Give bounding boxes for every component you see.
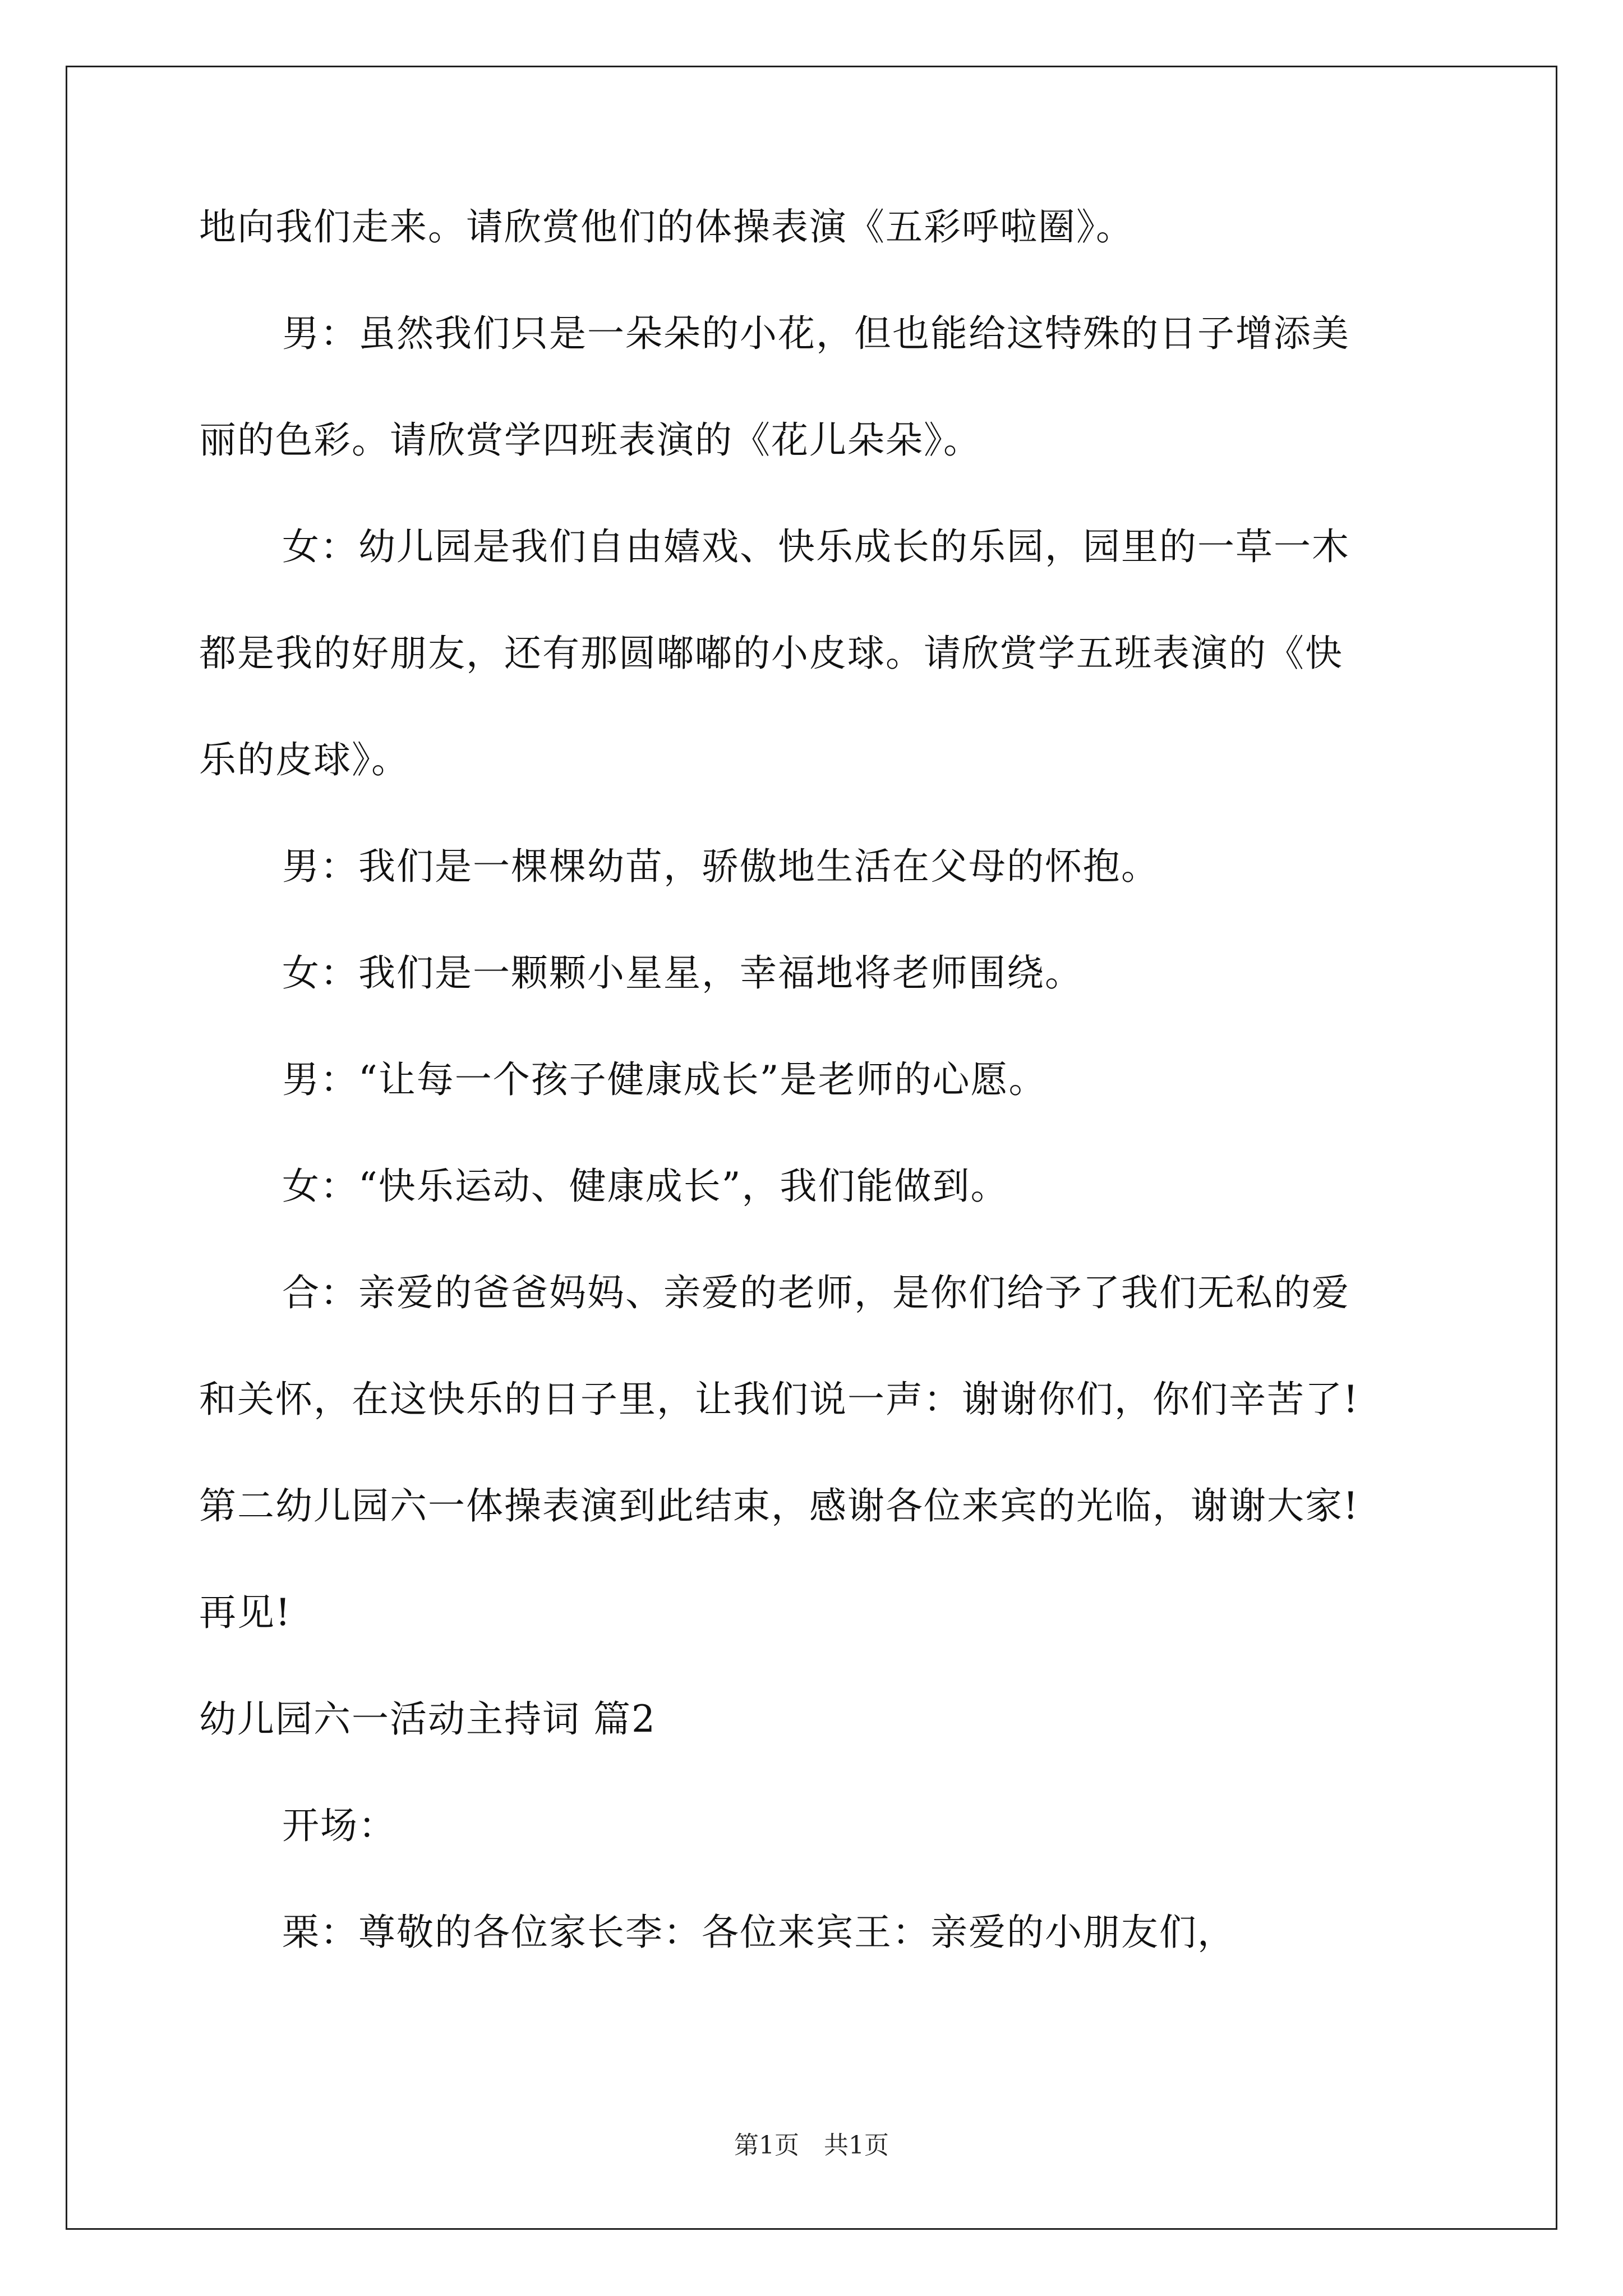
text-line: 再见! bbox=[199, 1591, 292, 1634]
text-line: 男：虽然我们只是一朵朵的小花，但也能给这特殊的日子增添美 bbox=[282, 312, 1350, 355]
text-line: 第二幼儿园六一体操表演到此结束，感谢各位来宾的光临，谢谢大家! bbox=[199, 1484, 1359, 1527]
page-border bbox=[66, 66, 1557, 2230]
text-line: 男：我们是一棵棵幼苗，骄傲地生活在父母的怀抱。 bbox=[282, 845, 1159, 888]
text-line: 丽的色彩。请欣赏学四班表演的《花儿朵朵》。 bbox=[199, 418, 981, 462]
text-line: 都是我的好朋友，还有那圆嘟嘟的小皮球。请欣赏学五班表演的《快 bbox=[199, 632, 1343, 675]
page-footer: 第1页 共1页 bbox=[734, 2131, 889, 2160]
text-line: 女：幼儿园是我们自由嬉戏、快乐成长的乐园，园里的一草一木 bbox=[282, 525, 1350, 568]
text-line: 合：亲爱的爸爸妈妈、亲爱的老师，是你们给予了我们无私的爱 bbox=[282, 1271, 1350, 1314]
text-line: 开场： bbox=[282, 1804, 396, 1847]
text-line: 女：“快乐运动、健康成长”，我们能做到。 bbox=[282, 1165, 1009, 1208]
text-line: 乐的皮球》。 bbox=[199, 738, 409, 781]
text-line: 地向我们走来。请欣赏他们的体操表演《五彩呼啦圈》。 bbox=[199, 205, 1134, 249]
text-line: 栗：尊敬的各位家长李：各位来宾王：亲爱的小朋友们， bbox=[282, 1911, 1235, 1954]
text-line: 女：我们是一颗颗小星星，幸福地将老师围绕。 bbox=[282, 951, 1083, 995]
text-line: 男：“让每一个孩子健康成长”是老师的心愿。 bbox=[282, 1058, 1047, 1101]
text-line: 和关怀，在这快乐的日子里，让我们说一声：谢谢你们，你们辛苦了! bbox=[199, 1378, 1359, 1421]
section-heading: 幼儿园六一活动主持词 篇2 bbox=[199, 1697, 656, 1741]
